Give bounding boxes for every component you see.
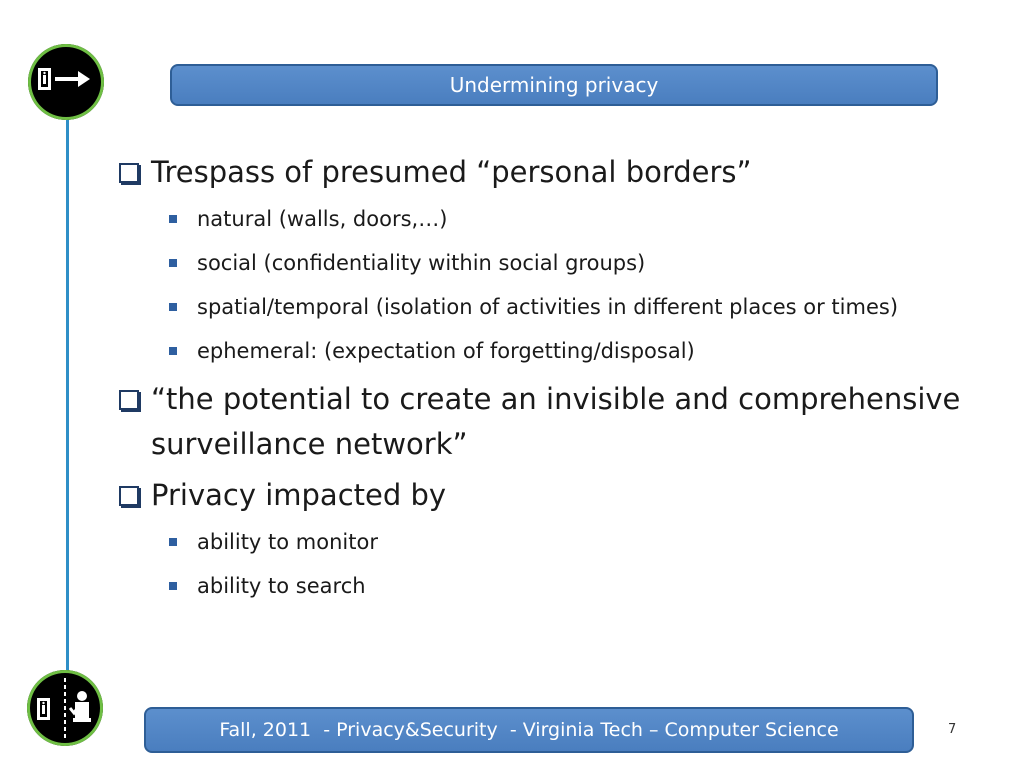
sub-bullet-item: ephemeral: (expectation of forgetting/disposal): [115, 333, 977, 369]
square-bullet-icon: [169, 582, 177, 590]
checkbox-bullet-icon: [119, 163, 139, 183]
left-rail-line: [66, 110, 69, 690]
square-bullet-icon: [169, 303, 177, 311]
bullet-item: Trespass of presumed “personal borders”: [115, 150, 995, 195]
privacy-checkpoint-icon: [27, 670, 103, 746]
square-bullet-icon: [169, 347, 177, 355]
sub-bullet-item: social (confidentiality within social groups): [115, 245, 977, 281]
page-number: 7: [948, 722, 957, 737]
bullet-item: Privacy impacted by: [115, 473, 995, 518]
sub-bullet-item: ability to search: [115, 568, 977, 604]
checkbox-bullet-icon: [119, 390, 139, 410]
slide-title: Undermining privacy: [170, 64, 938, 106]
square-bullet-icon: [169, 259, 177, 267]
square-bullet-icon: [169, 538, 177, 546]
footer-bar: Fall, 2011 - Privacy&Security - Virginia Tech – Computer Science: [144, 707, 914, 753]
sub-bullet-item: ability to monitor: [115, 524, 977, 560]
checkbox-bullet-icon: [119, 486, 139, 506]
bullet-item: “the potential to create an invisible and comprehensive surveillance network”: [115, 377, 995, 467]
bullet-list: [115, 150, 995, 612]
square-bullet-icon: [169, 215, 177, 223]
sub-bullet-item: spatial/temporal (isolation of activities in different places or times): [115, 289, 977, 325]
sub-bullet-item: natural (walls, doors,…): [115, 201, 977, 237]
privacy-door-arrow-icon: [28, 44, 104, 120]
